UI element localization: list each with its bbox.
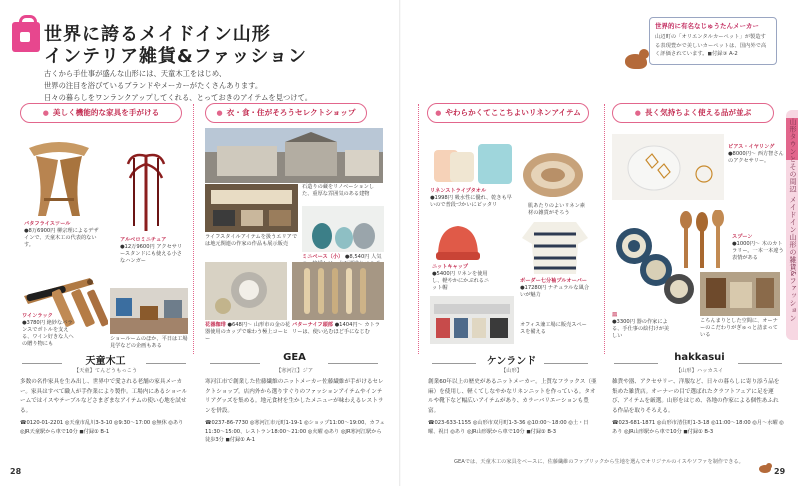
caption-title: ニットキャップ: [432, 264, 469, 270]
shopping-bag-icon: [12, 22, 40, 52]
caption-text: 石造りの蔵をリノベーションした、重厚な雰囲気のある建物: [302, 184, 375, 197]
section-heading: ● 衣・食・住がそろうセレクトショップ: [205, 103, 367, 123]
caption-text: ●1000円〜 木のカトラリー。一本一本違う表情がある: [732, 241, 784, 261]
side-index-label: 山形タウンとその周辺 メイドイン山形の雑貨&ファッション: [789, 118, 797, 322]
footnote: GEAでは、天童木工の家具をベースに、佐藤繊維のファブリックから生地を選んでオリジナルのイスやソファを制作できる。: [454, 459, 744, 465]
shop-name: hakkasui: [674, 352, 725, 363]
shop-description: 寒河江市で創業した佐藤繊維のニットメーカー佐藤繊維が手がけるセレクトショップ。店内外から選りすぐりのファッションアイテムやインテリアグッズを集める。地元食材を生かしたメニューが味わえるレストランを併設。: [205, 379, 384, 414]
knit-cap-photo: [432, 222, 484, 262]
info-box-text: 山辺町の「オリエンタルカーペット」が製造する表現豊かで美しいカーペットは、国内外で高く評価されています。◼付録③ A-2: [655, 34, 767, 57]
caption-knit-cap: [432, 264, 494, 292]
caption-albero: [120, 237, 184, 265]
shop-info: ☎0237-86-7730 ◎寒河江市元町1-19-1 ◎ショップ11:00〜19:00、カフェ11:30〜15:00、レストラン18:00〜21:00 ◎火曜 ◎あり ◎JR寒河江駅から徒歩3分 ◼付録① A-1: [205, 420, 385, 443]
caption-text: ●1404円〜 カトラリーは、使い込むほど手になじむ: [292, 322, 380, 335]
column-divider: [193, 104, 194, 354]
caption-showroom: [110, 336, 188, 350]
section-heading: ● やわらかくてここちよいリネンアイテム: [427, 103, 589, 123]
caption-spoons: [732, 234, 784, 262]
caption-text: ●8000円〜 西方智さんのアクセサリー。: [728, 151, 784, 164]
shop-name-rule: [328, 363, 378, 364]
shop-tag: 【山形】ハッカスイ: [675, 368, 724, 374]
shop-description: 創業60年以上の歴史があるニットメーカー。上質なフラックス（亜麻）を使用し、軽くてしなやかなリネンニットを作っている。タオルや靴下など幅広いアイテムがあり、カラーバリエーションも豊富。: [428, 379, 597, 414]
border-pullover-photo: [520, 216, 590, 276]
caption-text: ライフスタイルアイテムを扱うエリアでは地元関連の作家の作品も展示販売: [205, 234, 298, 247]
page-title-line1: 世界に誇るメイドイン山形: [44, 24, 271, 45]
shop-info: ☎023-633-1155 ◎山形市双月町1-3-36 ◎10:00〜18:00 ◎土・日曜、祝日 ◎あり ◎JR山形駅から車で10分 ◼付録① B-3: [428, 420, 589, 435]
caption-title: ピアス・イヤリング: [728, 144, 775, 150]
bird-icon: [758, 462, 772, 474]
column-divider: [604, 104, 605, 354]
caption-pullover: [520, 278, 590, 299]
caption-title: リネンストライプタオル: [430, 188, 487, 194]
intro-text: [44, 68, 354, 104]
caption-plates: [612, 312, 674, 340]
caption-wine-rack: [22, 313, 74, 348]
caption-title: ワインラック: [22, 313, 53, 319]
gea-building-photo: [205, 128, 383, 183]
column-divider: [418, 104, 419, 354]
albero-coat-stand-photo: [120, 146, 172, 236]
info-box: [649, 17, 777, 65]
shop-name-rule: [738, 363, 782, 364]
kenland-factory-photo: [430, 296, 514, 344]
caption-earrings: [728, 144, 784, 165]
shop-tag: 【寒河江】ジア: [275, 368, 314, 374]
shop-description: 雑貨や器、アクセサリー、洋服など、日々の暮らしに寄り添う品を集めた雑貨店。オーナーの目で選ばれたクラフトフェアに足を運び、アイテムを厳選。山形をはじめ、各地の作家による個性あふれる作品を取りそろえる。: [612, 379, 780, 414]
caption-flower-vessel: [205, 322, 293, 343]
shop-name: 天童木工: [85, 356, 126, 367]
caption-linen-towel: [430, 188, 514, 209]
caption-text: ショールームのほか、平日は工場見学などの企画もある: [110, 336, 188, 349]
info-box-title: 世界的に有名なじゅうたんメーカー: [655, 22, 759, 30]
intro-line: 古くから手仕事が盛んな山形には、天童木工をはじめ、: [44, 69, 227, 78]
caption-butter-knife: [292, 322, 384, 336]
flower-vessel-coffee-photo: [205, 262, 287, 320]
shop-tag: 【天童】てんどうもっこう: [73, 368, 138, 374]
gea-interior-photo: [205, 184, 298, 232]
caption-text: ●17280円 ナチュラルな風合いが魅力: [520, 285, 590, 298]
shop-name-rule: [210, 363, 260, 364]
page-gutter: [399, 0, 401, 486]
caption-title: バタフライスツール: [24, 221, 71, 227]
caption-text: ●3300円 器の作家による、手仕事の絵付けが美しい: [612, 319, 670, 339]
bird-illustration: [625, 54, 647, 69]
caption-text: ●3780円 絶妙なバランスでボトルを支える、ワイン好きな人への贈り物にも: [22, 320, 74, 347]
shop-tag: 【山形】: [500, 368, 523, 374]
earrings-photo: [612, 134, 724, 200]
mini-vase-photo: [302, 206, 384, 252]
caption-text: ●648円〜 山形市の金の花器使用のカップで味わう極上コーヒー: [205, 322, 291, 342]
linen-goods-photo: [522, 145, 584, 201]
caption-title: スプーン: [732, 234, 753, 240]
intro-line: 日々の暮らしをワンランクアップしてくれる、とっておきのアイテムを見つけて。: [44, 93, 313, 102]
caption-text: オフィス兼工場に販売スペースを備える: [520, 322, 587, 335]
caption-text: ●1998円 吸水性に優れ、乾きも早いので普段づかいにピッタリ: [430, 195, 512, 208]
section-heading: ● 美しく機能的な家具を手がける: [20, 103, 182, 123]
caption-title: ボーダー七分袖プルオーバー: [520, 278, 587, 284]
page-number-left: 28: [10, 467, 22, 476]
caption-gea-building: [302, 184, 384, 198]
caption-linen-goods: [528, 203, 588, 217]
caption-text: ●12万9600円 アクセサリースタンドにも使える小さなハンガー: [120, 244, 183, 264]
caption-text: ●8,540円 人気: [344, 254, 382, 260]
shop-info: ☎023-681-1871 ◎山形市清住町1-3-18 ◎11:00〜18:00 ◎月〜水曜 ◎あり ◎JR山形駅から車で10分 ◼付録① B-3: [612, 420, 784, 435]
caption-title: バターナイフ頭部: [292, 322, 333, 328]
butter-knife-photo: [292, 262, 384, 320]
linen-towel-photo: [430, 140, 514, 186]
shop-description: 多数の名作家具を生み出し、世界中で愛される老舗の家具メーカー。家具はすべて職人が手作業により製作。工場内にあるショールームではイスやテーブルなどさまざまなアイテムの使い心地を試せる。: [20, 379, 188, 414]
caption-title: 皿: [612, 312, 618, 318]
caption-gea-interior: [205, 234, 301, 248]
shop-info: ☎0120-01-2201 ◎天童市乱川3-3-10 ◎9:30〜17:00 ◎無休 ◎あり ◎JR天童駅から車で10分 ◼付録① B-1: [20, 420, 184, 435]
page-number-right: 29: [774, 467, 786, 476]
patterned-plate-small-photo: [662, 272, 696, 306]
caption-hakkasui-shop: [700, 318, 780, 339]
wooden-spoons-photo: [676, 210, 728, 270]
caption-text: こちんまりとした空間に、オーナーのこだわりがぎゅっと詰まっている: [700, 318, 778, 338]
hakkasui-shop-photo: [700, 272, 780, 316]
caption-title: アルベロミニチュア: [120, 237, 167, 243]
shop-name-rule: [614, 363, 658, 364]
butterfly-stool-photo: [24, 138, 94, 220]
section-heading: ● 長く気持ちよく使える品が並ぶ: [612, 103, 774, 123]
caption-factory: [520, 322, 590, 336]
intro-line: 世界の注目を浴びているブランドやメーカーがたくさんあります。: [44, 81, 263, 90]
tendo-showroom-photo: [110, 288, 188, 334]
caption-text: 肌あたりのよいリネン素材の雑貨がそろう: [528, 203, 585, 216]
page-title-line2: インテリア雑貨&ファッション: [44, 46, 307, 67]
shop-name: GEA: [283, 352, 306, 363]
caption-text: ●5400円 リネンを使用し、軽やかにかぶれるニット帽: [432, 271, 490, 291]
caption-title: ミニベース（小）: [302, 254, 344, 260]
shop-name: ケンランド: [486, 356, 537, 367]
caption-text: ●8万6900円 柳宗理によるデザインで、天童木工の代表的ないす。: [24, 228, 99, 248]
caption-butterfly-stool: [24, 221, 100, 249]
caption-title: 花器珈琲: [205, 322, 226, 328]
